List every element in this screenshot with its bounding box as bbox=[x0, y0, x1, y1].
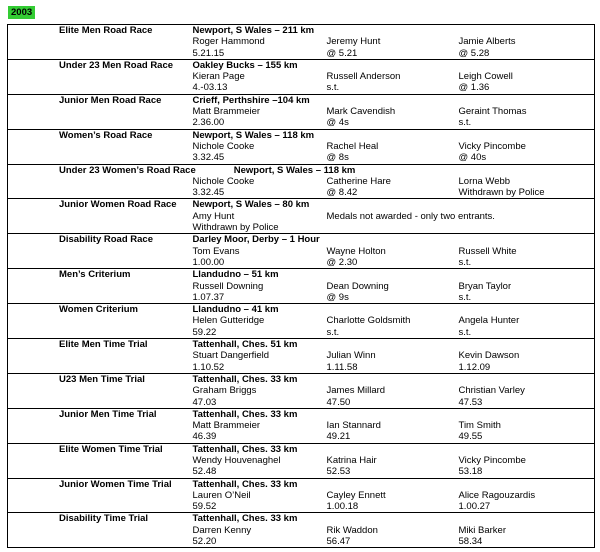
spacer bbox=[327, 199, 595, 210]
result-row bbox=[8, 234, 595, 269]
first-place-name: Nichole Cooke bbox=[192, 140, 255, 152]
result-row bbox=[8, 373, 595, 408]
second-place-cell bbox=[327, 129, 459, 164]
third-place-name: Bryan Taylor bbox=[458, 280, 512, 292]
spacer bbox=[459, 60, 595, 71]
first-place-name: Nichole Cooke bbox=[192, 175, 255, 187]
third-place-name: Kevin Dawson bbox=[458, 350, 520, 362]
first-place-name: Stuart Dangerfield bbox=[192, 350, 270, 362]
spacer bbox=[459, 25, 595, 36]
result-row bbox=[8, 408, 595, 443]
first-place-result: 46.39 bbox=[192, 431, 217, 443]
category-label: U23 Men Time Trial bbox=[59, 373, 145, 385]
second-place-result: @ 5.21 bbox=[326, 47, 358, 59]
spacer bbox=[459, 513, 595, 524]
first-place-result: 1.07.37 bbox=[192, 291, 225, 303]
first-place-name: Darren Kenny bbox=[192, 524, 252, 536]
first-place-cell bbox=[193, 339, 327, 374]
spacer bbox=[459, 304, 595, 315]
second-place-name: Jeremy Hunt bbox=[326, 36, 381, 48]
third-place-name: Christian Varley bbox=[458, 385, 525, 397]
spacer bbox=[459, 409, 595, 420]
category-cell bbox=[8, 373, 193, 408]
first-place-name: Tom Evans bbox=[192, 245, 240, 257]
spacer bbox=[459, 339, 595, 350]
venue-label: Newport, S Wales – 80 km bbox=[192, 199, 310, 211]
first-place-cell bbox=[193, 59, 327, 94]
first-place-name: Roger Hammond bbox=[192, 36, 265, 48]
second-place-cell bbox=[327, 339, 459, 374]
third-place-result: @ 40s bbox=[458, 152, 487, 164]
venue-label: Tattenhall, Ches. 33 km bbox=[192, 408, 298, 420]
category-label: Junior Women Road Race bbox=[59, 199, 177, 211]
result-row bbox=[8, 443, 595, 478]
second-place-result: 52.53 bbox=[326, 466, 351, 478]
second-place-cell bbox=[327, 199, 595, 234]
first-place-result: 52.48 bbox=[192, 466, 217, 478]
third-place-name: Vicky Pincombe bbox=[458, 140, 526, 152]
venue-label: Newport, S Wales – 211 km bbox=[192, 25, 315, 36]
first-place-name: Matt Brammeier bbox=[192, 420, 261, 432]
third-place-cell bbox=[459, 94, 595, 129]
spacer bbox=[327, 234, 459, 245]
category-cell bbox=[8, 443, 193, 478]
category-label: Disability Time Trial bbox=[59, 513, 149, 525]
first-place-name: Kieran Page bbox=[192, 71, 245, 83]
first-place-result: Withdrawn by Police bbox=[192, 222, 279, 234]
second-place-name: Mark Cavendish bbox=[326, 106, 396, 118]
first-place-cell bbox=[193, 234, 327, 269]
third-place-name: Jamie Alberts bbox=[458, 36, 516, 48]
second-place-cell bbox=[327, 234, 459, 269]
second-place-cell bbox=[327, 59, 459, 94]
spacer bbox=[459, 269, 595, 280]
third-place-result: @ 1.36 bbox=[458, 82, 490, 94]
third-place-result: @ 5.28 bbox=[458, 47, 490, 59]
spacer bbox=[327, 444, 459, 455]
venue-label: Llandudno – 51 km bbox=[192, 269, 279, 281]
venue-label: Tattenhall, Ches. 33 km bbox=[192, 443, 298, 455]
third-place-result: 1.00.27 bbox=[458, 501, 491, 513]
spacer bbox=[327, 25, 459, 36]
third-place-cell bbox=[459, 408, 595, 443]
first-place-cell bbox=[193, 129, 327, 164]
second-place-cell bbox=[327, 373, 459, 408]
result-row bbox=[8, 25, 595, 60]
venue-label: Crieff, Perthshire –104 km bbox=[192, 94, 310, 106]
venue-label: Tattenhall, Ches. 33 km bbox=[192, 373, 298, 385]
result-row bbox=[8, 269, 595, 304]
third-place-result: Withdrawn by Police bbox=[458, 187, 545, 199]
third-place-cell bbox=[459, 234, 595, 269]
spacer bbox=[459, 444, 595, 455]
third-place-cell bbox=[459, 59, 595, 94]
third-place-name: Tim Smith bbox=[458, 420, 501, 432]
second-place-name: Katrina Hair bbox=[326, 454, 377, 466]
first-place-name: Russell Downing bbox=[192, 280, 264, 292]
first-place-cell bbox=[193, 94, 327, 129]
second-place-name: Catherine Hare bbox=[326, 175, 391, 187]
spacer bbox=[459, 234, 595, 245]
spacer bbox=[327, 374, 459, 385]
category-cell bbox=[8, 269, 193, 304]
third-place-name: Geraint Thomas bbox=[458, 106, 527, 118]
second-place-name: Dean Downing bbox=[326, 280, 389, 292]
first-place-result: 2.36.00 bbox=[192, 117, 225, 129]
category-cell bbox=[8, 199, 193, 234]
category-venue-line bbox=[59, 164, 356, 176]
spacer bbox=[327, 409, 459, 420]
second-place-name: Charlotte Goldsmith bbox=[326, 315, 411, 327]
spacer bbox=[459, 479, 595, 490]
category-label: Disability Road Race bbox=[59, 234, 153, 246]
venue-label: Tattenhall, Ches. 33 km bbox=[192, 513, 298, 525]
results-rows bbox=[8, 25, 595, 548]
result-row bbox=[8, 478, 595, 513]
spacer bbox=[327, 95, 459, 106]
category-label: Junior Men Road Race bbox=[59, 94, 162, 106]
result-row bbox=[8, 513, 595, 548]
third-place-result: s.t. bbox=[458, 117, 472, 129]
second-place-result: 56.47 bbox=[326, 536, 351, 548]
spacer bbox=[327, 60, 459, 71]
second-place-name: Wayne Holton bbox=[326, 245, 386, 257]
category-cell bbox=[8, 129, 193, 164]
third-place-name: Leigh Cowell bbox=[458, 71, 513, 83]
spacer bbox=[327, 479, 459, 490]
category-cell bbox=[8, 304, 193, 339]
spacer bbox=[459, 95, 595, 106]
first-place-name: Amy Hunt bbox=[192, 210, 235, 222]
second-place-result: @ 8.42 bbox=[326, 187, 358, 199]
second-place-name: Julian Winn bbox=[326, 350, 376, 362]
category-label: Elite Men Road Race bbox=[59, 25, 153, 36]
second-place-name: James Millard bbox=[326, 385, 386, 397]
spacer bbox=[459, 374, 595, 385]
second-place-cell bbox=[327, 25, 459, 60]
category-label: Women Criterium bbox=[59, 304, 139, 316]
first-place-cell bbox=[193, 269, 327, 304]
first-place-result: 59.52 bbox=[192, 501, 217, 513]
category-label: Under 23 Men Road Race bbox=[59, 59, 174, 71]
second-place-cell bbox=[327, 94, 459, 129]
second-place-cell bbox=[327, 478, 459, 513]
result-row bbox=[8, 59, 595, 94]
third-place-result: 58.34 bbox=[458, 536, 483, 548]
first-place-cell bbox=[193, 443, 327, 478]
third-place-result: 1.12.09 bbox=[458, 361, 491, 373]
second-place-cell bbox=[327, 513, 459, 548]
first-place-result: 4.-03.13 bbox=[192, 82, 228, 94]
category-cell bbox=[8, 234, 193, 269]
category-label: Elite Men Time Trial bbox=[59, 339, 148, 351]
second-place-result: s.t. bbox=[326, 326, 340, 338]
first-place-result: 59.22 bbox=[192, 326, 217, 338]
third-place-cell bbox=[459, 129, 595, 164]
category-cell bbox=[8, 408, 193, 443]
second-place-result: 47.50 bbox=[326, 396, 351, 408]
second-place-result: @ 8s bbox=[326, 152, 349, 164]
third-place-cell bbox=[459, 478, 595, 513]
third-place-result: s.t. bbox=[458, 256, 472, 268]
first-place-cell bbox=[193, 199, 327, 234]
category-cell bbox=[8, 25, 193, 60]
second-place-cell bbox=[327, 269, 459, 304]
first-place-name: Helen Gutteridge bbox=[192, 315, 265, 327]
third-place-result: 49.55 bbox=[458, 431, 483, 443]
second-place-result: 1.11.58 bbox=[326, 361, 358, 373]
second-place-result: @ 9s bbox=[326, 291, 349, 303]
second-place-name: Ian Stannard bbox=[326, 420, 381, 432]
second-place-cell bbox=[327, 443, 459, 478]
second-place-name: Rachel Heal bbox=[326, 140, 379, 152]
third-place-name: Angela Hunter bbox=[458, 315, 520, 327]
third-place-cell bbox=[459, 304, 595, 339]
category-label: Elite Women Time Trial bbox=[59, 443, 163, 455]
category-label: Women’s Road Race bbox=[59, 129, 153, 141]
third-place-name: Alice Ragouzardis bbox=[458, 489, 536, 501]
second-place-result: @ 2.30 bbox=[326, 256, 358, 268]
third-place-name: Miki Barker bbox=[458, 524, 507, 536]
first-place-result: 5.21.15 bbox=[192, 47, 225, 59]
category-cell bbox=[8, 513, 193, 548]
first-place-name: Lauren O’Neil bbox=[192, 489, 251, 501]
results-table bbox=[7, 24, 595, 548]
second-place-result: @ 4s bbox=[326, 117, 349, 129]
venue-label: Tattenhall, Ches. 33 km bbox=[192, 478, 298, 490]
spacer bbox=[327, 130, 459, 141]
category-cell bbox=[8, 94, 193, 129]
row-note: Medals not awarded - only two entrants. bbox=[326, 210, 495, 222]
category-cell bbox=[8, 339, 193, 374]
second-place-name: Rik Waddon bbox=[326, 524, 378, 536]
category-cell bbox=[8, 59, 193, 94]
venue-label: Oakley Bucks – 155 km bbox=[192, 59, 298, 71]
spacer bbox=[327, 304, 459, 315]
venue-label: Darley Moor, Derby – 1 Hour bbox=[192, 234, 320, 246]
first-place-cell bbox=[193, 25, 327, 60]
spacer bbox=[327, 339, 459, 350]
third-place-cell bbox=[459, 269, 595, 304]
venue-label: Tattenhall, Ches. 51 km bbox=[192, 339, 298, 351]
first-place-cell bbox=[193, 408, 327, 443]
third-place-result: s.t. bbox=[458, 291, 472, 303]
category-label: Junior Women Time Trial bbox=[59, 478, 172, 490]
first-place-result: 3.32.45 bbox=[192, 152, 225, 164]
third-place-name: Vicky Pincombe bbox=[458, 454, 526, 466]
spacer bbox=[327, 269, 459, 280]
third-place-cell bbox=[459, 373, 595, 408]
year-badge: 2003 bbox=[8, 6, 35, 19]
venue-label: Llandudno – 41 km bbox=[192, 304, 279, 316]
first-place-cell bbox=[193, 513, 327, 548]
third-place-name: Lorna Webb bbox=[458, 175, 511, 187]
result-row bbox=[8, 129, 595, 164]
third-place-cell bbox=[459, 339, 595, 374]
third-place-name: Russell White bbox=[458, 245, 517, 257]
first-place-name: Matt Brammeier bbox=[192, 106, 261, 118]
third-place-cell bbox=[459, 164, 595, 199]
first-place-name: Graham Briggs bbox=[192, 385, 257, 397]
third-place-cell bbox=[459, 443, 595, 478]
venue-label: Newport, S Wales – 118 km bbox=[233, 164, 356, 176]
third-place-result: 47.53 bbox=[458, 396, 483, 408]
result-row bbox=[8, 304, 595, 339]
result-row bbox=[8, 94, 595, 129]
third-place-result: s.t. bbox=[458, 326, 472, 338]
result-row bbox=[8, 164, 595, 199]
category-cell bbox=[8, 478, 193, 513]
second-place-cell bbox=[327, 304, 459, 339]
category-label: Men’s Criterium bbox=[59, 269, 131, 281]
second-place-result: 49.21 bbox=[326, 431, 351, 443]
spacer bbox=[459, 130, 595, 141]
first-place-result: 47.03 bbox=[192, 396, 217, 408]
category-label: Junior Men Time Trial bbox=[59, 408, 157, 420]
second-place-result: s.t. bbox=[326, 82, 340, 94]
first-place-cell bbox=[193, 373, 327, 408]
second-place-name: Russell Anderson bbox=[326, 71, 401, 83]
third-place-result: 53.18 bbox=[458, 466, 483, 478]
first-place-name: Wendy Houvenaghel bbox=[192, 454, 281, 466]
result-row bbox=[8, 199, 595, 234]
spacer bbox=[459, 165, 595, 176]
first-place-cell bbox=[193, 304, 327, 339]
first-place-result: 3.32.45 bbox=[192, 187, 225, 199]
third-place-cell bbox=[459, 513, 595, 548]
spacer bbox=[327, 513, 459, 524]
second-place-name: Cayley Ennett bbox=[326, 489, 386, 501]
first-place-result: 52.20 bbox=[192, 536, 217, 548]
venue-label: Newport, S Wales – 118 km bbox=[192, 129, 315, 141]
category-label: Under 23 Women’s Road Race bbox=[59, 164, 196, 176]
second-place-result: 1.00.18 bbox=[326, 501, 359, 513]
first-place-result: 1.10.52 bbox=[192, 361, 225, 373]
result-row bbox=[8, 339, 595, 374]
first-place-result: 1.00.00 bbox=[192, 256, 225, 268]
first-place-cell bbox=[193, 478, 327, 513]
second-place-cell bbox=[327, 408, 459, 443]
third-place-cell bbox=[459, 25, 595, 60]
